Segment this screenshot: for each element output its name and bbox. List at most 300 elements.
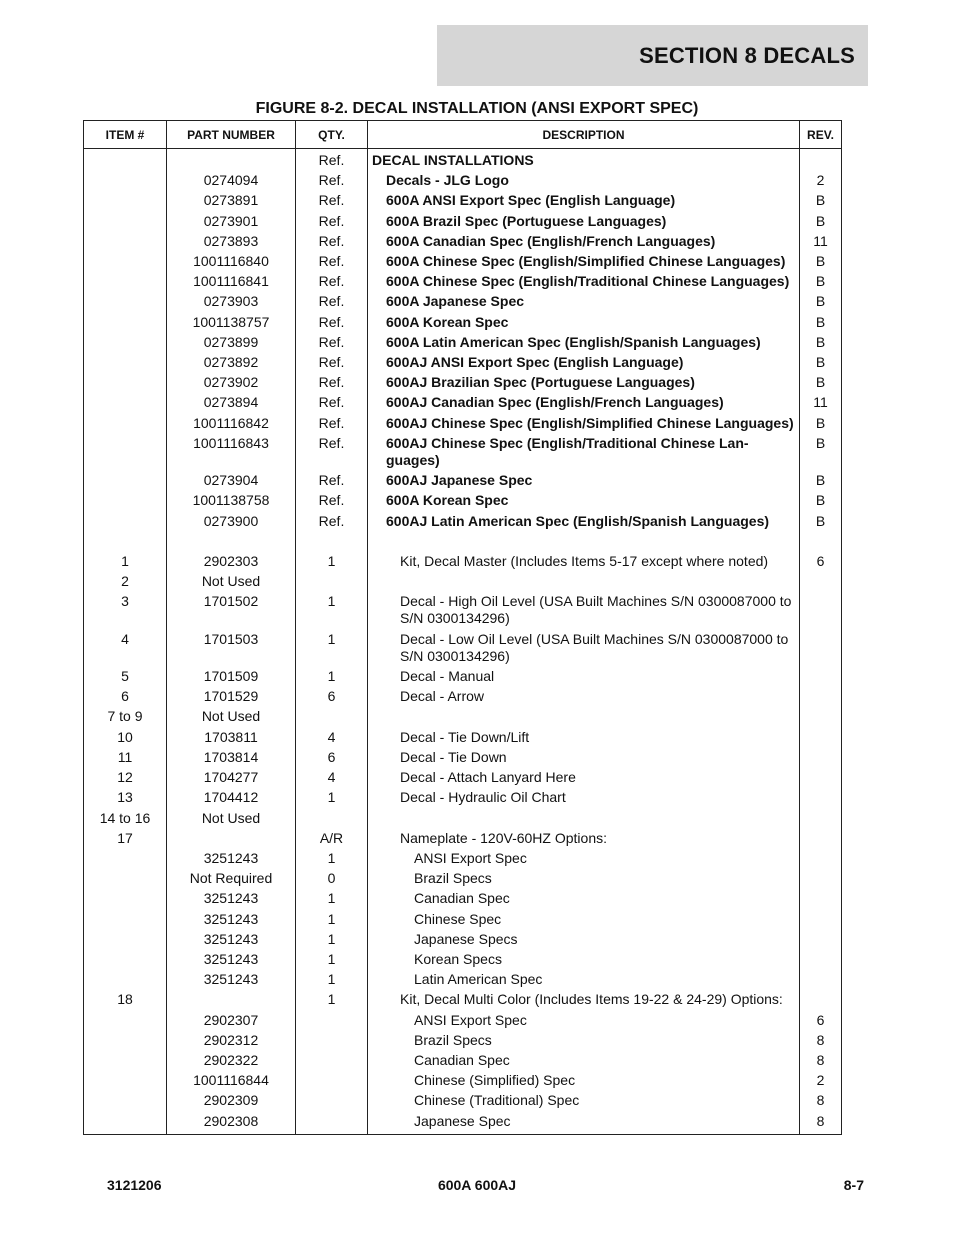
cell-rev: B <box>800 191 842 211</box>
cell-qty: Ref. <box>296 353 368 373</box>
cell-item <box>84 1031 167 1051</box>
cell-part-number: 0274094 <box>167 171 296 191</box>
description-text: Chinese Spec <box>414 910 502 927</box>
cell-qty: 1 <box>296 667 368 687</box>
description-text: Decal - Manual <box>400 668 495 685</box>
table-row <box>84 191 842 211</box>
description-text: Decal - Tie Down <box>400 748 507 765</box>
column-header-item: ITEM # <box>84 121 167 149</box>
cell-item: 10 <box>84 728 167 748</box>
cell-item <box>84 869 167 889</box>
cell-description <box>368 491 800 511</box>
cell-part-number: 2902312 <box>167 1031 296 1051</box>
cell-description <box>368 592 800 629</box>
cell-rev: B <box>800 471 842 491</box>
cell-description <box>368 707 800 727</box>
cell-rev: B <box>800 252 842 272</box>
description-text: Decal - Attach Lanyard Here <box>400 769 576 786</box>
cell-item <box>84 1051 167 1071</box>
cell-qty <box>296 707 368 727</box>
cell-part-number: 2902308 <box>167 1112 296 1135</box>
cell-part-number: Not Used <box>167 572 296 592</box>
cell-description <box>368 970 800 990</box>
cell-qty: Ref. <box>296 232 368 252</box>
cell-part-number: 3251243 <box>167 970 296 990</box>
cell-description <box>368 414 800 434</box>
column-header-rev: REV. <box>800 121 842 149</box>
cell-qty <box>296 532 368 552</box>
cell-description <box>368 1011 800 1031</box>
cell-part-number <box>167 532 296 552</box>
cell-qty: A/R <box>296 829 368 849</box>
cell-qty <box>296 1071 368 1091</box>
cell-description <box>368 990 800 1010</box>
cell-description <box>368 532 800 552</box>
table-row <box>84 970 842 990</box>
cell-rev: B <box>800 292 842 312</box>
cell-description <box>368 667 800 687</box>
table-row <box>84 272 842 292</box>
cell-description <box>368 393 800 413</box>
cell-qty: Ref. <box>296 292 368 312</box>
cell-item <box>84 252 167 272</box>
cell-part-number: 1001116844 <box>167 1071 296 1091</box>
cell-part-number: 3251243 <box>167 849 296 869</box>
cell-description <box>368 748 800 768</box>
cell-description <box>368 910 800 930</box>
cell-description <box>368 1091 800 1111</box>
table-row <box>84 471 842 491</box>
description-text: Kit, Decal Multi Color (Includes Items 19-22 & 24-29) Options: <box>400 991 783 1008</box>
description-text: 600AJ Chinese Spec (English/Simplified Chinese Languages) <box>386 414 794 431</box>
table-row <box>84 707 842 727</box>
cell-item: 4 <box>84 630 167 667</box>
table-row <box>84 768 842 788</box>
cell-description <box>368 1051 800 1071</box>
cell-item <box>84 970 167 990</box>
cell-description <box>368 1112 800 1135</box>
cell-description <box>368 313 800 333</box>
table-row <box>84 869 842 889</box>
table-row <box>84 572 842 592</box>
cell-part-number: 1701529 <box>167 687 296 707</box>
description-text: 600AJ ANSI Export Spec (English Language) <box>386 354 684 371</box>
description-text: Decal - High Oil Level (USA Built Machines S/N 0300087000 to S/N 0300134296) <box>400 593 792 627</box>
cell-rev: B <box>800 491 842 511</box>
description-text: Decal - Hydraulic Oil Chart <box>400 789 566 806</box>
cell-part-number: 0273904 <box>167 471 296 491</box>
cell-item <box>84 950 167 970</box>
cell-qty: Ref. <box>296 393 368 413</box>
cell-qty: Ref. <box>296 313 368 333</box>
cell-part-number: 0273902 <box>167 373 296 393</box>
description-text: Canadian Spec <box>414 890 510 907</box>
cell-rev: B <box>800 373 842 393</box>
cell-qty: 1 <box>296 630 368 667</box>
table-row <box>84 910 842 930</box>
cell-part-number: 0273903 <box>167 292 296 312</box>
cell-qty: 0 <box>296 869 368 889</box>
cell-item: 18 <box>84 990 167 1010</box>
cell-item: 14 to 16 <box>84 809 167 829</box>
cell-description <box>368 687 800 707</box>
description-text: ANSI Export Spec <box>414 1011 527 1028</box>
description-text: Brazil Specs <box>414 870 492 887</box>
cell-description <box>368 373 800 393</box>
description-text: ANSI Export Spec <box>414 849 527 866</box>
description-text: 600A Canadian Spec (English/French Languages) <box>386 232 716 249</box>
table-row <box>84 667 842 687</box>
cell-rev <box>800 970 842 990</box>
table-row <box>84 829 842 849</box>
cell-qty: 1 <box>296 970 368 990</box>
cell-part-number: 2902322 <box>167 1051 296 1071</box>
table-row <box>84 373 842 393</box>
cell-part-number: 1701503 <box>167 630 296 667</box>
decal-parts-table <box>83 120 842 1135</box>
figure-title: FIGURE 8-2. DECAL INSTALLATION (ANSI EXPORT SPEC) <box>255 100 699 117</box>
table-row <box>84 512 842 532</box>
description-text: 600A Chinese Spec (English/Simplified Chinese Languages) <box>386 253 786 270</box>
cell-rev: 6 <box>800 552 842 572</box>
description-text: Brazil Specs <box>414 1031 492 1048</box>
section-title: SECTION 8 DECALS <box>639 42 855 68</box>
cell-part-number: 0273899 <box>167 333 296 353</box>
table-row <box>84 252 842 272</box>
description-text: Nameplate - 120V-60HZ Options: <box>400 829 607 846</box>
footer-doc-number: 3121206 <box>107 1177 162 1193</box>
cell-qty: 4 <box>296 768 368 788</box>
footer-page-number: 8-7 <box>843 1177 864 1193</box>
description-text: Chinese (Simplified) Spec <box>414 1072 576 1089</box>
cell-part-number <box>167 829 296 849</box>
cell-item <box>84 471 167 491</box>
cell-part-number: 3251243 <box>167 930 296 950</box>
table-row <box>84 171 842 191</box>
cell-item <box>84 1112 167 1135</box>
description-text: Latin American Spec <box>414 971 543 988</box>
description-text: Decal - Arrow <box>400 688 485 705</box>
cell-item <box>84 849 167 869</box>
cell-item <box>84 313 167 333</box>
description-text: 600AJ Japanese Spec <box>386 472 533 489</box>
cell-qty: 1 <box>296 788 368 808</box>
cell-part-number <box>167 990 296 1010</box>
description-text: 600AJ Canadian Spec (English/French Languages) <box>386 394 724 411</box>
description-text: Japanese Spec <box>414 1112 511 1129</box>
cell-item <box>84 930 167 950</box>
cell-rev: 11 <box>800 232 842 252</box>
cell-rev: 2 <box>800 1071 842 1091</box>
cell-rev <box>800 748 842 768</box>
cell-rev <box>800 849 842 869</box>
cell-rev <box>800 667 842 687</box>
cell-rev: 8 <box>800 1031 842 1051</box>
cell-item <box>84 232 167 252</box>
cell-rev: 11 <box>800 393 842 413</box>
cell-item <box>84 910 167 930</box>
cell-part-number: 2902307 <box>167 1011 296 1031</box>
cell-rev <box>800 788 842 808</box>
cell-rev: 8 <box>800 1091 842 1111</box>
cell-description <box>368 950 800 970</box>
description-text: Decals - JLG Logo <box>386 172 509 189</box>
table-row <box>84 788 842 808</box>
cell-part-number: 0273891 <box>167 191 296 211</box>
table-row <box>84 313 842 333</box>
footer-model: 600A 600AJ <box>437 1177 517 1193</box>
cell-part-number: 0273900 <box>167 512 296 532</box>
cell-qty: Ref. <box>296 512 368 532</box>
cell-qty: Ref. <box>296 171 368 191</box>
table-row <box>84 292 842 312</box>
cell-item <box>84 333 167 353</box>
table-row <box>84 353 842 373</box>
cell-rev: B <box>800 333 842 353</box>
cell-rev <box>800 889 842 909</box>
table-row <box>84 809 842 829</box>
cell-rev <box>800 809 842 829</box>
table-row <box>84 333 842 353</box>
cell-part-number: 3251243 <box>167 950 296 970</box>
cell-qty: 1 <box>296 930 368 950</box>
cell-description <box>368 333 800 353</box>
cell-rev: B <box>800 434 842 471</box>
cell-qty: 1 <box>296 849 368 869</box>
description-text: 600AJ Latin American Spec (English/Spanish Languages) <box>386 512 770 529</box>
description-text: Japanese Specs <box>414 930 518 947</box>
table-row <box>84 1071 842 1091</box>
cell-rev <box>800 592 842 629</box>
cell-item <box>84 353 167 373</box>
cell-rev: 6 <box>800 1011 842 1031</box>
cell-rev: 2 <box>800 171 842 191</box>
description-text: Decal - Low Oil Level (USA Built Machines S/N 0300087000 to S/N 0300134296) <box>400 630 789 664</box>
table-row <box>84 748 842 768</box>
cell-qty: Ref. <box>296 333 368 353</box>
description-text: 600AJ Brazilian Spec (Portuguese Languages) <box>386 374 695 391</box>
cell-rev <box>800 768 842 788</box>
cell-rev <box>800 869 842 889</box>
description-text: 600A Brazil Spec (Portuguese Languages) <box>386 212 667 229</box>
description-text: Kit, Decal Master (Includes Items 5-17 except where noted) <box>400 552 769 569</box>
cell-description <box>368 630 800 667</box>
cell-item: 5 <box>84 667 167 687</box>
description-text: 600A Japanese Spec <box>386 293 525 310</box>
cell-rev <box>800 707 842 727</box>
cell-item <box>84 512 167 532</box>
cell-rev <box>800 950 842 970</box>
description-text: 600A Korean Spec <box>386 492 509 509</box>
cell-qty: Ref. <box>296 272 368 292</box>
cell-qty <box>296 809 368 829</box>
cell-item <box>84 191 167 211</box>
table-row <box>84 592 842 629</box>
table-row <box>84 1011 842 1031</box>
cell-qty: Ref. <box>296 491 368 511</box>
cell-qty: 6 <box>296 748 368 768</box>
cell-part-number: 1703811 <box>167 728 296 748</box>
cell-part-number: 1001116843 <box>167 434 296 471</box>
cell-description <box>368 930 800 950</box>
table-row <box>84 950 842 970</box>
cell-qty: 1 <box>296 592 368 629</box>
cell-rev <box>800 910 842 930</box>
cell-qty: Ref. <box>296 373 368 393</box>
description-text: 600AJ Chinese Spec (English/Traditional Chinese Lan-guages) <box>386 434 749 469</box>
cell-item <box>84 171 167 191</box>
table-row <box>84 687 842 707</box>
cell-item <box>84 532 167 552</box>
cell-part-number: Not Required <box>167 869 296 889</box>
table-row <box>84 630 842 667</box>
cell-part-number: 1703814 <box>167 748 296 768</box>
cell-part-number: 1704412 <box>167 788 296 808</box>
cell-part-number: 0273893 <box>167 232 296 252</box>
cell-qty <box>296 1091 368 1111</box>
table-row <box>84 1112 842 1135</box>
cell-part-number: 3251243 <box>167 910 296 930</box>
cell-description <box>368 728 800 748</box>
cell-description <box>368 353 800 373</box>
cell-rev <box>800 149 842 172</box>
cell-item: 11 <box>84 748 167 768</box>
table-row <box>84 930 842 950</box>
cell-qty <box>296 1051 368 1071</box>
cell-part-number: 0273901 <box>167 212 296 232</box>
cell-item: 6 <box>84 687 167 707</box>
description-text: Decal - Tie Down/Lift <box>400 728 530 745</box>
cell-rev: B <box>800 313 842 333</box>
cell-qty: 6 <box>296 687 368 707</box>
cell-description <box>368 829 800 849</box>
table-row <box>84 434 842 471</box>
description-text: DECAL INSTALLATIONS <box>372 152 534 168</box>
cell-rev <box>800 829 842 849</box>
cell-item <box>84 1011 167 1031</box>
table-row <box>84 889 842 909</box>
table-row <box>84 849 842 869</box>
cell-part-number: 1001116840 <box>167 252 296 272</box>
cell-qty: 1 <box>296 950 368 970</box>
cell-item: 13 <box>84 788 167 808</box>
cell-description <box>368 512 800 532</box>
table-row <box>84 393 842 413</box>
cell-rev <box>800 532 842 552</box>
cell-part-number: 1001138758 <box>167 491 296 511</box>
cell-description <box>368 572 800 592</box>
cell-item <box>84 149 167 172</box>
cell-qty: 1 <box>296 552 368 572</box>
cell-item <box>84 373 167 393</box>
description-text: 600A Chinese Spec (English/Traditional Chinese Languages) <box>386 273 790 290</box>
cell-part-number <box>167 149 296 172</box>
table-row <box>84 552 842 572</box>
cell-part-number: 3251243 <box>167 889 296 909</box>
table-row <box>84 491 842 511</box>
cell-qty: Ref. <box>296 149 368 172</box>
cell-item <box>84 414 167 434</box>
cell-rev <box>800 728 842 748</box>
cell-item <box>84 434 167 471</box>
cell-rev <box>800 990 842 1010</box>
cell-item <box>84 212 167 232</box>
cell-qty: Ref. <box>296 191 368 211</box>
cell-qty: 1 <box>296 889 368 909</box>
cell-part-number: 1001116842 <box>167 414 296 434</box>
cell-part-number: 1701502 <box>167 592 296 629</box>
cell-description <box>368 471 800 491</box>
cell-qty <box>296 572 368 592</box>
table-row <box>84 149 842 172</box>
cell-qty: Ref. <box>296 414 368 434</box>
cell-description <box>368 171 800 191</box>
cell-item <box>84 889 167 909</box>
table-body <box>84 149 842 1135</box>
table-row <box>84 232 842 252</box>
column-header-part-number: PART NUMBER <box>167 121 296 149</box>
cell-part-number: 0273894 <box>167 393 296 413</box>
cell-qty <box>296 1112 368 1135</box>
cell-description <box>368 552 800 572</box>
cell-rev <box>800 630 842 667</box>
cell-description <box>368 272 800 292</box>
description-text: Chinese (Traditional) Spec <box>414 1092 580 1109</box>
cell-description <box>368 1071 800 1091</box>
cell-description <box>368 768 800 788</box>
cell-item: 2 <box>84 572 167 592</box>
cell-item: 1 <box>84 552 167 572</box>
cell-description <box>368 191 800 211</box>
section-header-banner <box>437 25 868 86</box>
cell-part-number: 1001116841 <box>167 272 296 292</box>
cell-qty: 1 <box>296 910 368 930</box>
cell-rev: B <box>800 414 842 434</box>
description-text: 600A Korean Spec <box>386 313 509 330</box>
cell-qty <box>296 1031 368 1051</box>
cell-qty: Ref. <box>296 471 368 491</box>
cell-qty <box>296 1011 368 1031</box>
cell-rev <box>800 687 842 707</box>
cell-rev <box>800 930 842 950</box>
cell-description <box>368 788 800 808</box>
description-text: Korean Specs <box>414 950 502 967</box>
cell-description <box>368 434 800 471</box>
cell-description <box>368 889 800 909</box>
column-header-qty: QTY. <box>296 121 368 149</box>
cell-part-number: Not Used <box>167 707 296 727</box>
cell-description <box>368 809 800 829</box>
cell-rev: 8 <box>800 1051 842 1071</box>
cell-description <box>368 149 800 172</box>
cell-item: 3 <box>84 592 167 629</box>
cell-description <box>368 292 800 312</box>
cell-qty: Ref. <box>296 434 368 471</box>
cell-description <box>368 232 800 252</box>
cell-item: 17 <box>84 829 167 849</box>
table-row <box>84 414 842 434</box>
cell-item <box>84 1071 167 1091</box>
cell-qty: Ref. <box>296 252 368 272</box>
cell-part-number: 1701509 <box>167 667 296 687</box>
cell-qty: Ref. <box>296 212 368 232</box>
table-row <box>84 1051 842 1071</box>
cell-rev: B <box>800 353 842 373</box>
cell-description <box>368 869 800 889</box>
column-header-description: DESCRIPTION <box>368 121 800 149</box>
table-row <box>84 212 842 232</box>
cell-part-number: 0273892 <box>167 353 296 373</box>
